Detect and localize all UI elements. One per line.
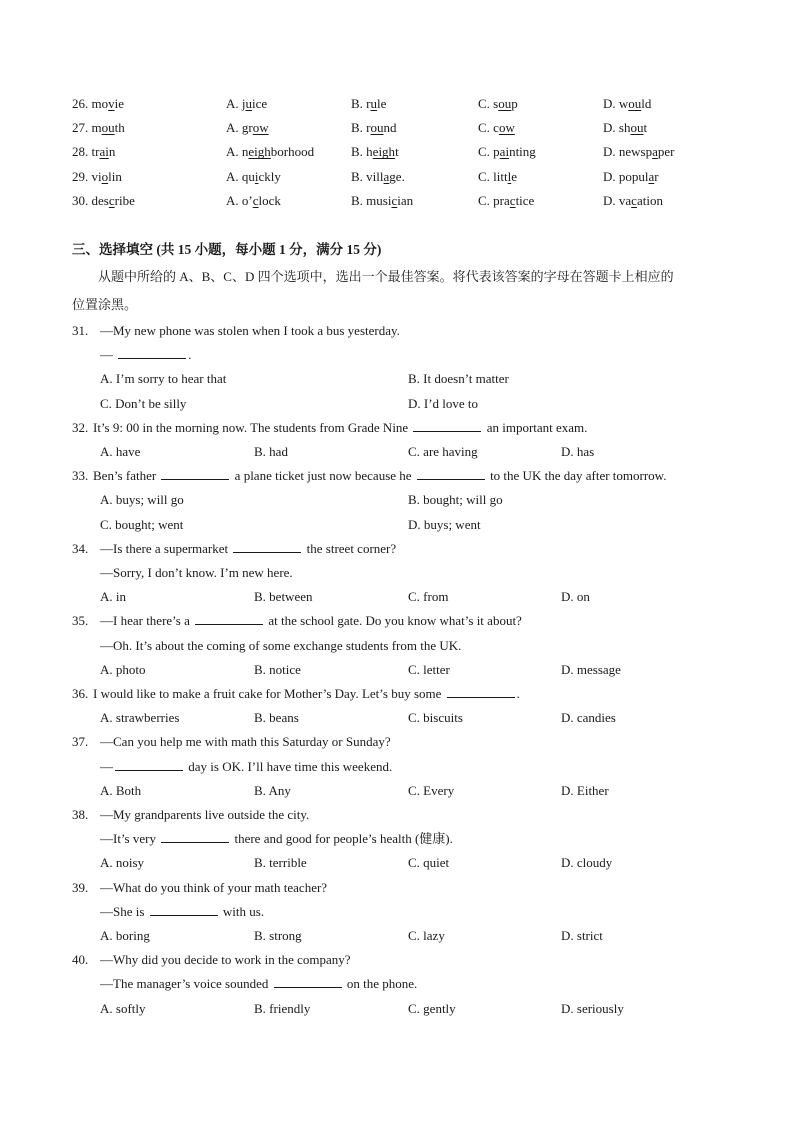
question-text: — .	[100, 347, 192, 363]
answer-blank[interactable]	[413, 419, 481, 432]
option-c[interactable]: C. cow	[478, 120, 515, 136]
answer-option[interactable]: D. has	[561, 444, 595, 459]
underlined-letters: eigh	[248, 144, 271, 160]
underlined-letters: i	[254, 168, 259, 184]
question-number: 37.	[72, 734, 89, 750]
word-cell: 27. mouth	[72, 120, 125, 136]
question-text: —I hear there’s a at the school gate. Do you know what’s it about?	[100, 613, 522, 629]
answer-option[interactable]: B. bought; will go	[408, 492, 503, 508]
question-text: I would like to make a fruit cake for Mother’s Day. Let’s buy some .	[93, 686, 520, 701]
answer-blank[interactable]	[150, 903, 218, 916]
option-c[interactable]: C. practice	[478, 192, 535, 208]
answer-blank[interactable]	[161, 830, 229, 843]
answer-option[interactable]: C. gently	[408, 1000, 456, 1016]
question-text: — day is OK. I’ll have time this weekend.	[100, 758, 393, 774]
question-text: —My grandparents live outside the city.	[100, 807, 310, 822]
question-text: —It’s very there and good for people’s health (健康).	[100, 831, 453, 847]
underlined-letters: l	[507, 168, 512, 184]
option-d[interactable]: D. popular	[603, 168, 659, 184]
option-a[interactable]: A. juice	[226, 96, 268, 111]
answer-option[interactable]: D. Either	[561, 782, 609, 798]
answer-option[interactable]: B. strong	[254, 928, 302, 943]
instruction-text: 位置涂黑。	[72, 297, 138, 312]
answer-blank[interactable]	[161, 467, 229, 480]
underlined-letters: c	[108, 192, 115, 208]
answer-option[interactable]: A. in	[100, 589, 126, 605]
answer-option[interactable]: B. It doesn’t matter	[408, 371, 509, 387]
underlined-letters: ow	[498, 120, 515, 136]
answer-option[interactable]: D. on	[561, 589, 590, 605]
answer-option[interactable]: C. quiet	[408, 855, 450, 871]
underlined-letters: u	[370, 96, 377, 111]
underlined-letters: ou	[498, 96, 512, 111]
answer-option[interactable]: B. had	[254, 444, 288, 459]
answer-option[interactable]: C. Every	[408, 782, 455, 798]
answer-option[interactable]: A. Both	[100, 782, 142, 798]
answer-option[interactable]: B. friendly	[254, 1000, 311, 1016]
answer-blank[interactable]	[115, 758, 183, 771]
answer-option[interactable]: A. strawberries	[100, 710, 180, 726]
target-word: describe	[91, 192, 135, 208]
word-cell: 28. train	[72, 144, 116, 160]
answer-option[interactable]: D. message	[561, 661, 621, 677]
question-text: —My new phone was stolen when I took a bus yesterday.	[100, 323, 400, 338]
answer-option[interactable]: C. letter	[408, 661, 450, 677]
section-title: 三、选择填空 (共 15 小题，每小题 1 分，满分 15 分)	[72, 242, 382, 257]
question-text: —Oh. It’s about the coming of some exchange students from the UK.	[100, 637, 462, 653]
answer-option[interactable]: C. bought; went	[100, 516, 184, 532]
question-text: —Why did you decide to work in the company?	[100, 952, 351, 968]
underlined-letters: a	[652, 144, 658, 160]
answer-option[interactable]: A. softly	[100, 1000, 146, 1016]
underlined-letters: eigh	[372, 144, 396, 160]
option-c[interactable]: C. painting	[478, 144, 536, 160]
underlined-letters: ou	[101, 120, 115, 136]
question-text: —The manager’s voice sounded on the phone.	[100, 976, 418, 992]
underlined-letters: v	[108, 96, 115, 111]
answer-option[interactable]: A. buys; will go	[100, 492, 184, 508]
underlined-letters: u	[245, 96, 252, 111]
underlined-letters: c	[631, 192, 637, 208]
answer-option[interactable]: B. beans	[254, 710, 299, 726]
word-cell: 29. violin	[72, 168, 122, 184]
option-c[interactable]: C. soup	[478, 96, 518, 111]
answer-option[interactable]: D. candies	[561, 710, 616, 726]
question-number: 40.	[72, 952, 89, 968]
underlined-letters: ou	[370, 120, 384, 136]
question-number: 35.	[72, 613, 89, 629]
answer-option[interactable]: B. between	[254, 589, 313, 605]
question-number: 38.	[72, 807, 89, 822]
underlined-letters: ai	[99, 144, 109, 160]
option-a[interactable]: A. grow	[226, 120, 269, 136]
answer-option[interactable]: A. boring	[100, 928, 150, 943]
answer-blank[interactable]	[233, 540, 301, 553]
question-text: Ben’s father a plane ticket just now because he to the UK the day after tomorrow.	[93, 468, 667, 484]
answer-option[interactable]: C. Don’t be silly	[100, 395, 187, 411]
option-b[interactable]: B. musician	[351, 192, 414, 208]
underlined-letters: ou	[630, 120, 644, 136]
underlined-letters: a	[383, 168, 390, 184]
answer-option[interactable]: D. buys; went	[408, 516, 481, 532]
answer-option[interactable]: C. from	[408, 589, 449, 605]
word-cell: 26. movie	[72, 96, 125, 111]
option-b[interactable]: B. round	[351, 120, 397, 136]
option-b[interactable]: B. rule	[351, 96, 387, 111]
question-text: —What do you think of your math teacher?	[100, 879, 328, 895]
instruction-text: 从题中所给的 A、B、C、D 四个选项中，选出一个最佳答案。将代表该答案的字母在答题卡上相应的	[98, 269, 674, 284]
answer-option[interactable]: A. noisy	[100, 855, 145, 871]
underlined-letters: ow	[252, 120, 269, 136]
question-text: It’s 9: 00 in the morning now. The students from Grade Nine an important exam.	[93, 419, 588, 435]
underlined-letters: c	[252, 192, 259, 208]
option-a[interactable]: A. quickly	[226, 168, 281, 184]
question-text: —Sorry, I don’t know. I’m new here.	[100, 565, 293, 580]
answer-option[interactable]: B. Any	[254, 782, 291, 798]
option-d[interactable]: D. newspaper	[603, 144, 675, 160]
option-d[interactable]: D. shout	[603, 120, 648, 136]
answer-blank[interactable]	[447, 685, 515, 698]
answer-option[interactable]: A. I’m sorry to hear that	[100, 371, 227, 387]
option-b[interactable]: B. height	[351, 144, 399, 160]
question-number: 34.	[72, 540, 89, 556]
option-d[interactable]: D. vacation	[603, 192, 663, 208]
answer-option[interactable]: D. strict	[561, 928, 603, 943]
question-text: —She is with us.	[100, 903, 265, 919]
target-word: mouth	[91, 120, 125, 136]
target-word: train	[91, 144, 116, 160]
question-number: 33.	[72, 468, 89, 484]
answer-option[interactable]: C. are having	[408, 444, 478, 459]
answer-blank[interactable]	[118, 346, 186, 359]
answer-option[interactable]: C. biscuits	[408, 710, 463, 726]
underlined-letters: c	[391, 192, 398, 208]
answer-option[interactable]: A. have	[100, 444, 141, 459]
answer-blank[interactable]	[195, 612, 263, 625]
underlined-letters: ou	[628, 96, 642, 111]
question-number: 32.	[72, 419, 89, 435]
underlined-letters: ai	[499, 144, 510, 160]
option-c[interactable]: C. little	[478, 168, 518, 184]
option-a[interactable]: A. o’clock	[226, 192, 281, 208]
question-number: 31.	[72, 323, 89, 338]
question-text: —Can you help me with math this Saturday or Sunday?	[100, 734, 391, 750]
question-text: —Is there a supermarket the street corner?	[100, 540, 397, 556]
answer-option[interactable]: B. notice	[254, 661, 301, 677]
question-number: 36.	[72, 686, 89, 701]
option-b[interactable]: B. village.	[351, 168, 405, 184]
target-word: movie	[91, 96, 125, 111]
answer-option[interactable]: D. cloudy	[561, 855, 613, 871]
answer-option[interactable]: B. terrible	[254, 855, 307, 871]
target-word: violin	[91, 168, 122, 184]
option-d[interactable]: D. would	[603, 96, 652, 111]
answer-blank[interactable]	[417, 467, 485, 480]
answer-option[interactable]: D. I’d love to	[408, 395, 479, 411]
answer-option[interactable]: C. lazy	[408, 928, 445, 943]
answer-blank[interactable]	[274, 975, 342, 988]
option-a[interactable]: A. neighborhood	[226, 144, 315, 160]
answer-option[interactable]: D. seriously	[561, 1000, 624, 1016]
underlined-letters: o	[101, 168, 109, 184]
question-number: 39.	[72, 879, 89, 895]
word-cell: 30. describe	[72, 192, 135, 208]
answer-option[interactable]: A. photo	[100, 661, 146, 677]
underlined-letters: a	[648, 168, 655, 184]
underlined-letters: c	[509, 192, 516, 208]
